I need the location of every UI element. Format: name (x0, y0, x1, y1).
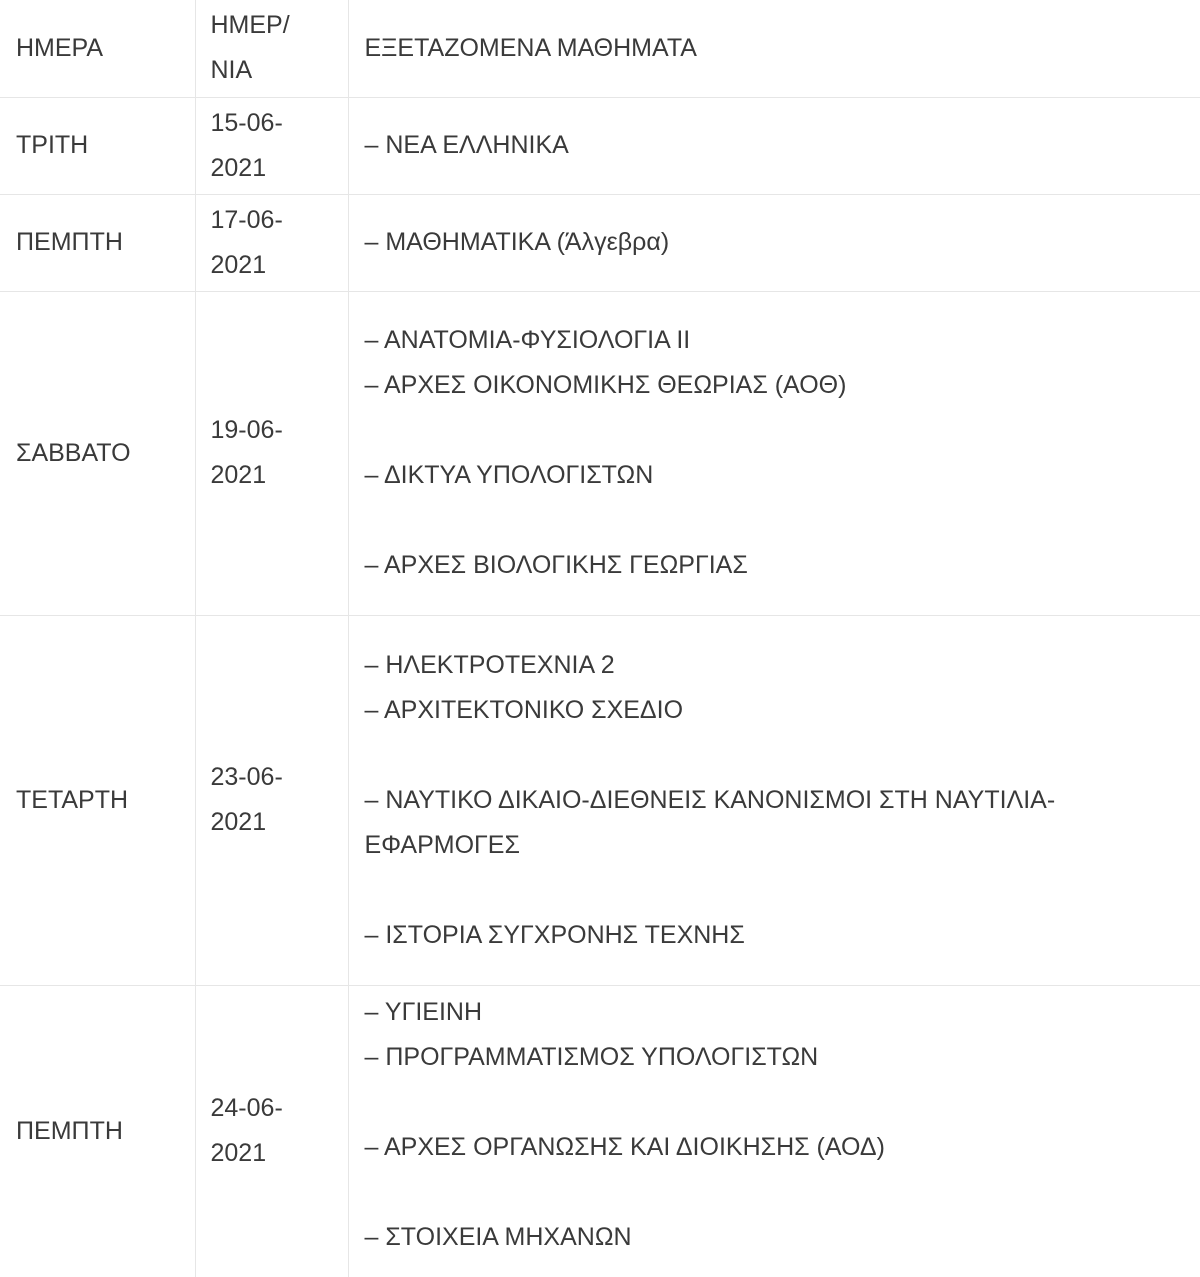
subject-item: – ΥΓΙΕΙΝΗ (364, 997, 483, 1026)
subjects-cell (348, 615, 1200, 985)
subject-item: – ΑΝΑΤΟΜΙΑ-ΦΥΣΙΟΛΟΓΙΑ ΙΙ (364, 326, 691, 354)
date-cell (195, 291, 348, 615)
table-row (0, 985, 1200, 1277)
subjects-cell (348, 291, 1200, 615)
table-row (0, 291, 1200, 615)
subject-item: – ΝΕΑ ΕΛΛΗΝΙΚΑ (364, 131, 569, 159)
subject-item: – ΝΑΥΤΙΚΟ ΔΙΚΑΙΟ-ΔΙΕΘΝΕΙΣ ΚΑΝΟΝΙΣΜΟΙ ΣΤΗ ΝΑΥΤΙΛΙΑ-ΕΦΑΡΜΟΓΕΣ (364, 785, 1056, 859)
date-line2: 2021 (210, 808, 267, 836)
spacer (365, 498, 1185, 543)
subject-item: – ΠΡΟΓΡΑΜΜΑΤΙΣΜΟΣ ΥΠΟΛΟΓΙΣΤΩΝ (364, 1042, 819, 1071)
date-cell (195, 194, 348, 291)
subject-item: – ΑΡΧΕΣ ΟΡΓΑΝΩΣΗΣ ΚΑΙ ΔΙΟΙΚΗΣΗΣ (ΑΟΔ) (364, 1132, 885, 1161)
date-cell (195, 97, 348, 194)
header-date-line1: ΗΜΕΡ/ (210, 11, 290, 40)
subject-item: – ΑΡΧΕΣ ΟΙΚΟΝΟΜΙΚΗΣ ΘΕΩΡΙΑΣ (ΑΟΘ) (364, 371, 847, 399)
subject-item: – ΑΡΧΙΤΕΚΤΟΝΙΚΟ ΣΧΕΔΙΟ (364, 695, 684, 724)
spacer (365, 1080, 1185, 1125)
date-line1: 15-06- (210, 108, 283, 137)
day-cell: ΠΕΜΠΤΗ (0, 194, 195, 291)
header-row (0, 0, 1200, 97)
date-line1: 24-06- (210, 1094, 283, 1123)
spacer (365, 868, 1185, 913)
spacer (365, 408, 1185, 453)
day-cell: ΠΕΜΠΤΗ (0, 985, 195, 1277)
day-cell: ΤΕΤΑΡΤΗ (0, 615, 195, 985)
table-row (0, 194, 1200, 291)
date-line1: 19-06- (210, 416, 283, 444)
spacer (365, 1170, 1185, 1215)
date-line2: 2021 (210, 1139, 267, 1168)
date-line2: 2021 (210, 461, 267, 489)
subject-item: – ΑΡΧΕΣ ΒΙΟΛΟΓΙΚΗΣ ΓΕΩΡΓΙΑΣ (364, 551, 748, 579)
header-date (195, 0, 348, 97)
table-row (0, 97, 1200, 194)
header-date-line2: ΝΙΑ (210, 56, 253, 85)
day-cell: ΣΑΒΒΑΤΟ (0, 291, 195, 615)
date-line2: 2021 (210, 153, 267, 182)
date-line1: 17-06- (210, 205, 283, 234)
subjects-cell (348, 97, 1200, 194)
header-subjects: ΕΞΕΤΑΖΟΜΕΝΑ ΜΑΘΗΜΑΤΑ (348, 0, 1200, 97)
header-day: ΗΜΕΡΑ (0, 0, 195, 97)
date-cell (195, 985, 348, 1277)
subject-item: – ΗΛΕΚΤΡΟΤΕΧΝΙΑ 2 (364, 650, 615, 679)
subject-item: – ΜΑΘΗΜΑΤΙΚΑ (Άλγεβρα) (364, 228, 670, 256)
subject-item: – ΣΤΟΙΧΕΙΑ ΜΗΧΑΝΩΝ (364, 1222, 632, 1251)
subject-item: – ΔΙΚΤΥΑ ΥΠΟΛΟΓΙΣΤΩΝ (364, 461, 654, 489)
date-line1: 23-06- (210, 763, 283, 791)
spacer (365, 733, 1185, 778)
subjects-cell (348, 194, 1200, 291)
day-cell: ΤΡΙΤΗ (0, 97, 195, 194)
subject-item: – ΙΣΤΟΡΙΑ ΣΥΓΧΡΟΝΗΣ ΤΕΧΝΗΣ (364, 920, 745, 949)
table-row (0, 615, 1200, 985)
subjects-cell (348, 985, 1200, 1277)
date-cell (195, 615, 348, 985)
date-line2: 2021 (210, 250, 267, 279)
